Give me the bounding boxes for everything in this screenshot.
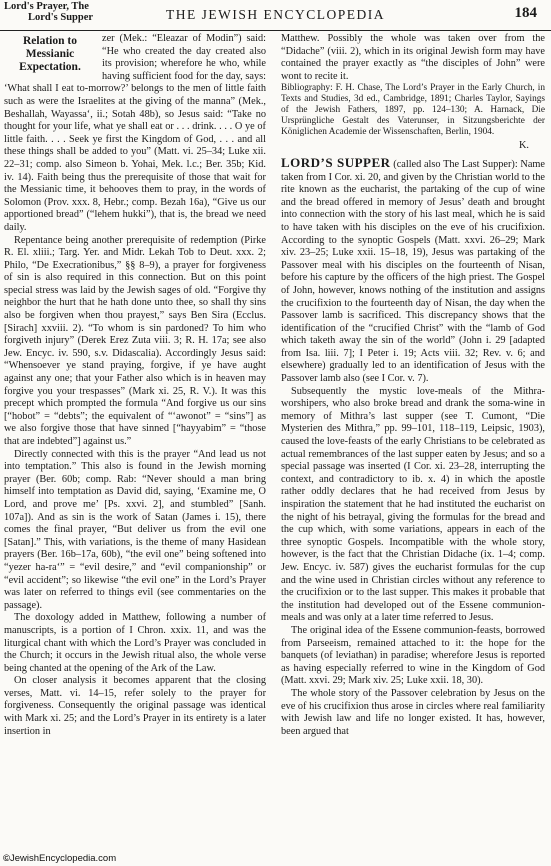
right-paragraph-3: Subsequently the mystic love-meals of the Mithra-worshipers, who also broke bread and drank the soma-wine in memory of Mithra’s last supper (see T. Cumont, “Die Mysterien des Mithra,” pp. 99–101, 118–119, Leipsic, 1903), caused the love-feasts of the early Christians to be celebrated as actual remembrances of the last supper eaten by Jesus; and so a special passage was inserted (I Cor. xi. 23–28, interrupting the context, and contradictory to ib. x. 4) in which the apostle rather oddly declares that he had received from Jesus by inspiration the statement that he had instituted the eucharist on the night of his betrayal, giving the formulas for the bread and the cup which, with some variations, appears in each of the three synoptic Gospels. Incompatible with the whole story, however, is the fact that the Christian Didache (ix. 1–4; comp. Jew. Encyc. iv. 587) gives the eucharist formulas for the cup and the wine used in Christian circles without any reference to the crucifixion or to the last supper. This makes it probable that the institution had developed out of the Essene communion-meals and was only at a later time referred to Jesus. [281, 385, 545, 624]
left-paragraph-2: Repentance being another prerequisite of redemption (Pirke R. El. xliii.; Targ. Yer. and Midr. Lekah Tob to Deut. xxx. 2; Philo, “De Execrationibus,” §§ 8–9), a prayer for forgiveness of sin is also required in this connection. But on this point special stress was laid by the Jewish sages of old. “Forgive thy neighbor the hurt that he hath done unto thee, so shall thy sins also be forgiven when thou prayest,” says Ben Sira (Ecclus. [Sirach] xxviii. 2). “To whom is sin pardoned? To him who forgiveth injury” (Derek Erez Zuta viii. 3; R. H. 17a; see also Jew. Encyc. iv. 590, s.v. Didascalia). Accordingly Jesus said: “Whensoever ye stand praying, forgive, if ye have aught against any one; that your Father also which is in heaven may forgive you your trespasses” (Mark xi. 25, R. V.). It was this precept which prompted the formula “And forgive us our sins [“hobot” = “debts”; the equivalent of “‘awonot” = “sins”] as we also forgive those that have sinned [“hayyabim” = “those that are indebted”] against us.” [4, 234, 266, 447]
page-number: 184 [514, 5, 537, 21]
left-paragraph-5: On closer analysis it becomes apparent that the closing verses, Matt. vi. 14–15, refer solely to the prayer for forgiveness. Consequently the original passage was identical with Mark xi. 25; and the Lord’s Prayer in its entirety is a later insertion in [4, 675, 266, 737]
right-paragraph-1: Matthew. Possibly the whole was taken over from the “Didache” (viii. 2), which in its original Jewish form may have contained the prayer exactly as “the disciples of John” were wont to recite it. [281, 33, 545, 82]
left-paragraph-1 [4, 33, 266, 235]
left-paragraph-3: Directly connected with this is the prayer “And lead us not into temptation.” This also is found in the Jewish morning prayer (Ber. 60b; comp. Rab: “Never should a man bring himself into temptation as David did, saying, ‘Examine me, O Lord, and prove me’ [Ps. xxvi. 2], and stumbled” [Sanh. 107a]). And as sin is the work of Satan (James i. 15), there comes the final prayer, “But deliver us from the evil one [Satan].” This, with variations, is the theme of many Hasidean prayers (Ber. 16b–17a, 60b), “the evil one” being softened into “yezer ha-ra‘” = “evil desire,” and “evil companionship” or “evil accident”; so likewise “the evil one” in the Lord’s Prayer was later on referred to things evil (see commentaries on the passage). [4, 448, 266, 611]
author-signature: K. [518, 140, 529, 152]
bibliography: Bibliography: F. H. Chase, The Lord’s Prayer in the Early Church, in Texts and Studies, 3d ed., Cambridge, 1891; Charles Taylor, Sayings of the Jewish Fathers, 1897, pp. 124–130; A. Harnack, Die Ursprüngliche Gestalt des Vaterunser, in Sitzungsberichte der Königlichen Academie der Wissenschaften, Berlin, 1904. [281, 83, 545, 138]
publication-title: THE JEWISH ENCYCLOPEDIA [166, 7, 385, 22]
right-paragraph-4: The original idea of the Essene communion-feasts, borrowed from Parseeism, remained attached to it: the hope for the banquets (of leviathan) in paradise; wherefore Jesus is reported as having especially referred to wine in the Kingdom of God (Matt. xxvi. 29; Mark xiv. 25; Luke xxii. 18, 30). [281, 624, 545, 687]
left-column [4, 33, 266, 738]
entry-title: LORD’S SUPPER [281, 154, 391, 170]
left-paragraph-4: The doxology added in Matthew, following a number of manuscripts, is a portion of I Chron. xxix. 11, and was the liturgical chant with which the Lord’s Prayer was concluded in the Church; it occurs in the Jewish ritual also, the whole verse being chanted at the opening of the Ark of the Law. [4, 612, 266, 674]
footer-site: JewishEncyclopedia.com [10, 853, 117, 864]
running-title-line2: Lord's Supper [28, 12, 94, 23]
running-title-line1: Lord's Prayer, The [4, 1, 89, 12]
page-header [0, 0, 551, 31]
right-column [281, 33, 545, 738]
side-heading: Relation to Messianic Expectation. [19, 35, 81, 73]
footer-watermark[interactable] [3, 853, 116, 864]
left-paragraph-1-text: zer (Mek.: “Eleazar of Modin”) said: “He who created the day created also its provision; wherefore he who, while having sufficient food for the day, says: ‘What shall I eat to-morrow?’ belongs to the men of little faith such as were the Israelites at the giving of the manna” (Mek., Beshallah, Wayassa‘, ii.; Sotah 48b), so Jesus said: “Take no thought for your life, what ye shall eat or . . . drink. . . . O ye of little faith. . . . Seek ye first the Kingdom of God, . . . and all these things shall be added to you” (Matt. vi. 25–34; Luke xii. 22–31; comp. also Simeon b. Yohai, Mek. l.c.; Ber. 35b; Kid. iv. 14). Faith being thus the prerequisite of those that wait for the Messianic time, it behooves them to pray, in the words of Solomon (Prov. xxx. 8, Hebr.; comp. Bezah 16a), “Give us our apportioned bread” (“lehem hukki”), that is, the bread we need daily. [4, 33, 266, 233]
copyright-icon: © [3, 853, 10, 864]
entry-body: (called also The Last Supper): Name taken from I Cor. xi. 20, and given by the Christian world to the rite known as the eucharist, the partaking of the cup of wine and the bread offered in memory of Jesus’ death and brought into connection with the story of his last meal, which he is said to have taken with his disciples on the eve of his crucifixion. According to the synoptic Gospels (Matt. xxvi. 26–29; Mark xiv. 23–25; Luke xxii. 15–18, 19), Jesus was partaking of the Passover meal with his disciples on the fourteenth of Nisan, before his capture by the officers of the high priest. The Gospel of John, however, knows nothing of the institution and assigns the crucifixion to the fourteenth day of Nisan, the day when the Passover lamb is sacrificed. This discrepancy shows that the identification of the “crucified Christ” with the “lamb of God which taketh away the sin of the world” (John i. 29 [adapted from Isa. liii. 7]; I Peter i. 19; Acts viii. 32; Rev. v. 6; and elsewhere) gradually led to an identification of Jesus with the Passover lamb also (see I Cor. v. 7). [281, 158, 545, 385]
right-paragraph-5: The whole story of the Passover celebration by Jesus on the eve of his crucifixion thus arose in circles where real familiarity with Jewish law and life no longer existed. It has, however, been argued that [281, 687, 545, 737]
entry-lords-supper [281, 154, 545, 386]
